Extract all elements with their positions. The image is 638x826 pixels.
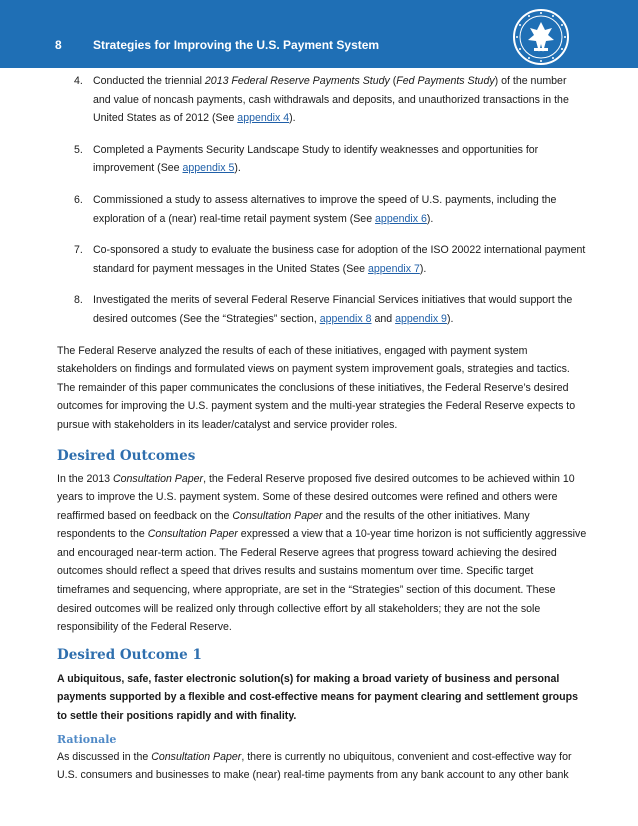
appendix-8-link[interactable]: appendix 8 bbox=[319, 312, 372, 325]
federal-reserve-seal-icon bbox=[512, 8, 570, 66]
rationale-heading: Rationale bbox=[57, 732, 117, 746]
page-number: 8 bbox=[55, 38, 62, 52]
appendix-5-link[interactable]: appendix 5 bbox=[182, 162, 235, 175]
appendix-6-link[interactable]: appendix 6 bbox=[375, 212, 427, 225]
outcome-1-statement: A ubiquitous, safe, faster electronic solution(s) for making a broad variety of business and personal payments supported by a flexible and cost-effective means for payment clearing and settlement groups to settle their positions rapidly and with finality. bbox=[57, 672, 578, 723]
rationale-paragraph: As discussed in the Consultation Paper, there is currently no ubiquitous, convenient and cost-effective way for U.S. consumers and businesses to make (near) real-time payments from any bank account to any other bank bbox=[57, 750, 572, 782]
header-title: Strategies for Improving the U.S. Payment System bbox=[93, 38, 380, 52]
initiatives-list bbox=[57, 72, 587, 329]
list-item: 5. Completed a Payments Security Landscape Study to identify weaknesses and opportunities for improvement (See appendix 5). bbox=[74, 143, 539, 175]
appendix-4-link[interactable]: appendix 4 bbox=[237, 112, 290, 125]
desired-outcomes-heading: Desired Outcomes bbox=[57, 447, 196, 464]
list-item: 4. Conducted the triennial 2013 Federal Reserve Payments Study (Fed Payments Study) of the number and value of noncash payments, cash withdrawals and deposits, and unauthorized transactions in the United States as of 2012 (See appendix 4). bbox=[74, 75, 569, 125]
desired-outcomes-paragraph: In the 2013 Consultation Paper, the Federal Reserve proposed five desired outcomes to be achieved within 10 years to improve the U.S. payment system. Some of these desired outcomes were refined and others were reaffirmed based on feedback on the Consultation Paper and the results of the other initiatives. Many respondents to the Consultation Paper expressed a view that a 10-year time horizon is not sufficiently aggressive and encouraged near-term action. The Federal Reserve agrees that progress toward achieving the desired outcomes should reflect a speed that drives results and sustains momentum over time. Specific target timeframes and sequencing, where appropriate, are set in the “Strategies” section of this document. These desired outcomes will be realized only through collective effort by all stakeholders; they are not the sole responsibility of the Federal Reserve. bbox=[57, 472, 587, 634]
desired-outcome-1-heading: Desired Outcome 1 bbox=[57, 646, 202, 663]
list-item: 8. Investigated the merits of several Federal Reserve Financial Services initiatives that would support the desired outcomes (See the “Strategies” section, appendix 8 and appendix 9). bbox=[74, 294, 573, 325]
appendix-9-link[interactable]: appendix 9 bbox=[395, 312, 447, 325]
list-item: 6. Commissioned a study to assess alternatives to improve the speed of U.S. payments, including the exploration of a (near) real-time retail payment system (See appendix 6). bbox=[74, 193, 557, 225]
analysis-paragraph: The Federal Reserve analyzed the results of each of these initiatives, engaged with payment system stakeholders on findings and formulated views on payment system improvement goals, strategies and tactics. The remainder of this paper communicates the conclusions of these initiatives, the Federal Reserve’s desired outcomes for improving the U.S. payment system and the multi-year strategies the Federal Reserve expects to pursue with stakeholders in its leader/catalyst and service provider roles. bbox=[57, 344, 576, 431]
page-content bbox=[57, 72, 587, 785]
appendix-7-link[interactable]: appendix 7 bbox=[368, 262, 420, 275]
list-item: 7. Co-sponsored a study to evaluate the business case for adoption of the ISO 20022 international payment standard for payment messages in the United States (See appendix 7). bbox=[74, 244, 586, 275]
page-header bbox=[0, 0, 638, 68]
